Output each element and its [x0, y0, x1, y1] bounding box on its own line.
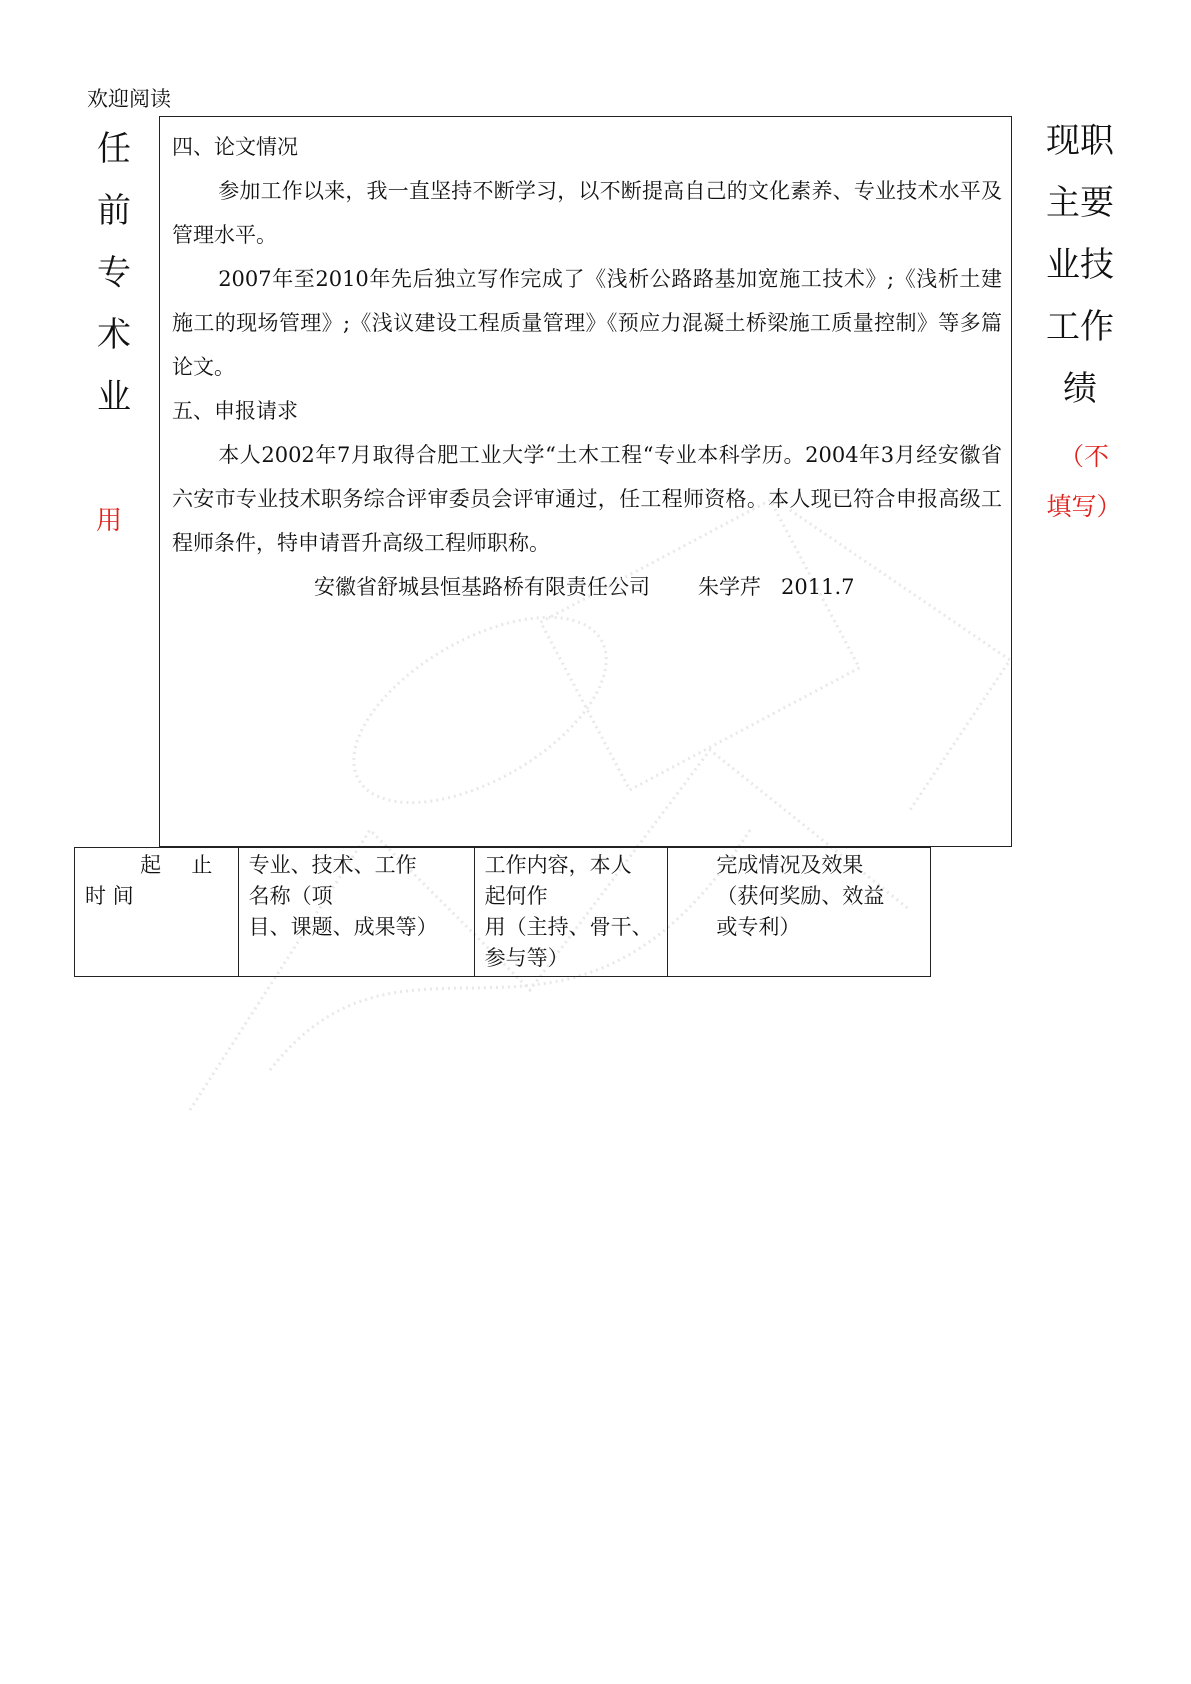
- left-red-label: 用: [96, 506, 123, 536]
- header-line: 起何作: [484, 884, 548, 908]
- table-header-result: [668, 848, 931, 977]
- signoff-line: [172, 565, 1002, 609]
- left-label-char: 任: [97, 129, 131, 169]
- paragraph-application: 本人2002年7月取得合肥工业大学“土木工程“专业本科学历。2004年3月经安徽省六安市专业技术职务综合评审委员会评审通过，任工程师资格。本人现已符合申报高级工程师条件，特申请晋升高级工程师职称。: [172, 443, 1002, 555]
- right-label-line: 主要: [1046, 183, 1114, 223]
- left-label-char: 业: [97, 377, 131, 417]
- table-header-project: [238, 848, 474, 977]
- paragraph-study: 参加工作以来，我一直坚持不断学习，以不断提高自己的文化素养、专业技术水平及管理水平。: [172, 179, 1002, 247]
- right-red-note: [1034, 432, 1134, 532]
- header-line: 目、课题、成果等）: [248, 915, 438, 939]
- paragraph-papers: 2007年至2010年先后独立写作完成了《浅析公路路基加宽施工技术》;《浅析土建施工的现场管理》;《浅议建设工程质量管理》《预应力混凝土桥梁施工质量控制》等多篇论文。: [172, 267, 1002, 379]
- header-line: 或专利）: [716, 915, 801, 939]
- left-vertical-label: [92, 118, 136, 428]
- applicant-name: 朱学芹: [698, 575, 761, 599]
- header-line: （获何奖励、效益: [716, 884, 885, 908]
- section-4-title: 四、论文情况: [172, 135, 298, 159]
- time-start-label: 起: [140, 853, 162, 877]
- company-name: 安徽省舒城县恒基路桥有限责任公司: [314, 575, 650, 599]
- header-note: 欢迎阅读: [87, 87, 171, 111]
- table-header-role: [474, 848, 668, 977]
- header-line: 参与等）: [484, 946, 569, 970]
- header-line: 工作内容，本人: [484, 853, 632, 877]
- header-line: 完成情况及效果: [716, 853, 864, 877]
- left-label-char: 术: [97, 315, 131, 355]
- header-line: 用（主持、骨干、: [484, 915, 653, 939]
- main-content: [172, 125, 1002, 609]
- sign-date: 2011.7: [781, 575, 855, 599]
- right-label-line: 业技: [1046, 245, 1114, 285]
- table-header-time: [75, 848, 239, 977]
- right-label-line: 现职: [1046, 121, 1114, 161]
- right-label-line: 工作: [1046, 307, 1114, 347]
- time-end-label: 止: [191, 853, 213, 877]
- header-line: 名称（项: [248, 884, 333, 908]
- right-red-line: （不: [1058, 442, 1109, 471]
- right-vertical-label: [1035, 110, 1125, 420]
- work-record-table: [74, 847, 931, 977]
- section-5-title: 五、申报请求: [172, 399, 298, 423]
- header-line: 专业、技术、工作: [248, 853, 417, 877]
- left-label-char: 前: [97, 191, 131, 231]
- time-label: 时 间: [85, 884, 134, 908]
- table-row: [75, 848, 931, 977]
- main-content-box: [159, 116, 1012, 847]
- right-label-line: 绩: [1063, 369, 1097, 409]
- left-label-char: 专: [97, 253, 131, 293]
- right-red-line: 填写）: [1046, 492, 1122, 521]
